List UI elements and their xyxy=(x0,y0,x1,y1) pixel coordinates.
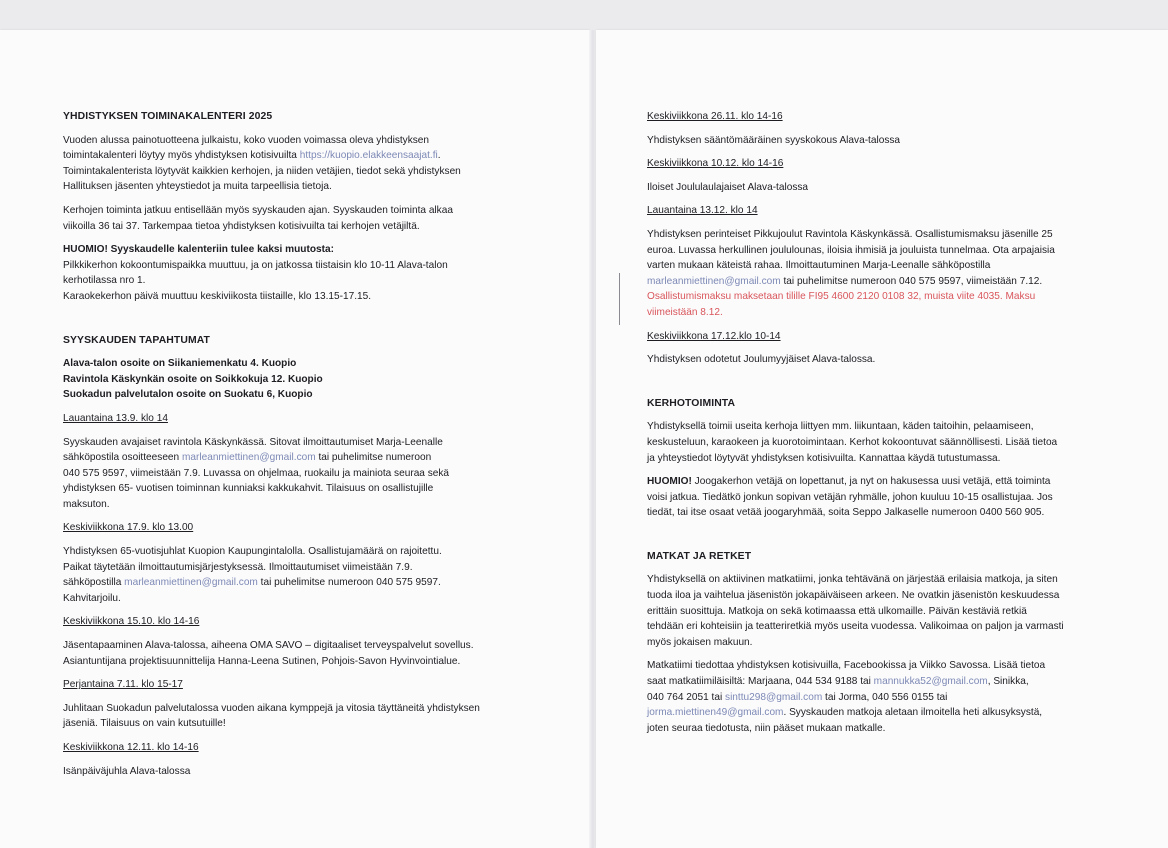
calendar-notice xyxy=(63,242,543,304)
event-line-text: tai puhelimitse numeroon 040 575 9597. xyxy=(257,577,441,589)
trips-heading: MATKAT JA RETKET xyxy=(647,550,752,562)
trips-line: tehdään eri kohteisiin ja teatteriretkiä myös useita vuodessa. Valikoimaa on paljon ja varmasti xyxy=(647,621,1064,633)
clubs-line: keskusteluun, karaokeen ja kuorotoimintaan. Kerhot kokoontuvat säännöllisesti. Lisää tietoa xyxy=(647,436,1058,448)
email-link[interactable]: jorma.miettinen49@gmail.com xyxy=(647,707,784,719)
event-description xyxy=(63,701,543,732)
email-link[interactable]: marleanmiettinen@gmail.com xyxy=(181,452,316,464)
right-column xyxy=(647,109,1117,744)
intro-line: Hallituksen jäsenten yhteystiedot ja muita tarpeellisia tietoja. xyxy=(63,181,332,193)
notice-line: tiedät, tai itse osaat vetää joogaryhmää, soita Seppo Jalkaselle numeroon 0400 560 905. xyxy=(647,507,1045,519)
address-line: Ravintola Käskynkän osoite on Soikkokuja 12. Kuopio xyxy=(63,373,323,385)
contact-text: , Sinikka, xyxy=(987,676,1029,688)
event-line-text: tai puhelimitse numeroon 040 575 9597, viimeistään 7.12. xyxy=(780,275,1043,287)
notice-label: HUOMIO! xyxy=(647,476,692,488)
event-date: Keskiviikkona 26.11. klo 14-16 xyxy=(647,111,783,122)
event-line: 040 575 9597, viimeistään 7.9. Luvassa on ohjelmaa, ruokailu ja mainiota seuraa sekä xyxy=(63,467,450,479)
clubs-text xyxy=(647,419,1117,466)
section-spacer xyxy=(63,313,543,333)
right-page xyxy=(596,30,1168,848)
clubs-line: Kerhojen toiminta jatkuu entisellään myös syyskauden ajan. Syyskauden toiminta alkaa xyxy=(63,204,453,216)
event-line: Jäsentapaaminen Alava-talossa, aiheena OMA SAVO – digitaaliset terveyspalvelut sovellus. xyxy=(63,640,474,652)
notice-line xyxy=(647,474,1117,490)
contact-text: 040 764 2051 tai xyxy=(647,691,726,703)
event-line: varten mukaan käteistä rahaa. Ilmoittautuminen Marja-Leenalle sähköpostilla xyxy=(647,260,991,272)
event-line xyxy=(63,450,543,466)
intro-line: Vuoden alussa painotuotteena julkaistu, koko vuoden voimassa oleva yhdistyksen xyxy=(63,134,430,146)
event-description xyxy=(647,227,1117,321)
event-line: Syyskauden avajaiset ravintola Käskynkässä. Sitovat ilmoittautumiset Marja-Leenalle xyxy=(63,436,443,448)
event-line: yhdistyksen 65- vuotisen toiminnan kunniaksi kakkukahvit. Tilaisuus on osallistujille xyxy=(63,483,434,495)
contact-text: saat matkatiimiläisiltä: Marjaana, 044 534 9188 tai xyxy=(647,676,874,688)
left-column xyxy=(63,109,543,787)
event-line: maksuton. xyxy=(63,498,110,510)
notice-heading: HUOMIO! Syyskaudelle kalenteriin tulee kaksi muutosta: xyxy=(63,244,334,256)
event-description: Iloiset Joululaulajaiset Alava-talossa xyxy=(647,181,809,193)
trips-line: myös jokaisen makuun. xyxy=(647,636,753,648)
event-line xyxy=(63,575,543,591)
event-line: euroa. Luvassa herkullinen joululounas, iloisia ihmisiä ja jouluista tunnelmaa. Ota arpajaisia xyxy=(647,244,1055,256)
event-description xyxy=(63,435,543,513)
event-line: Yhdistyksen 65-vuotisjuhlat Kuopion Kaupungintalolla. Osallistujamäärä on rajoitettu. xyxy=(63,546,442,558)
intro-line-punct: . xyxy=(437,150,441,162)
intro-line-text: toimintakalenteri löytyy myös yhdistyksen kotisivuilta xyxy=(63,150,297,162)
event-date: Keskiviikkona 15.10. klo 14-16 xyxy=(63,616,200,628)
event-description xyxy=(63,638,543,669)
event-line: jäseniä. Tilaisuus on vain kutsutuille! xyxy=(63,718,226,730)
yoga-notice xyxy=(647,474,1117,521)
notice-line: voisi jatkua. Tiedätkö jonkun sopivan vetäjän ryhmälle, johon kuuluu 10-15 osallistujaa. Jos xyxy=(647,491,1053,503)
event-date: Lauantaina 13.12. klo 14 xyxy=(647,205,758,217)
payment-note: Osallistumismaksu maksetaan tilille FI95 4600 2120 0108 32, muista viite 4035. Maksu xyxy=(647,291,1036,303)
address-block xyxy=(63,356,543,403)
trips-line: erittäin suosittuja. Matkoja on sekä kotimaassa että ulkomaille. Päivän kestäviä retkiä xyxy=(647,605,1027,617)
left-page xyxy=(0,30,590,848)
clubs-continue-text xyxy=(63,203,543,234)
event-line-text: sähköpostilla xyxy=(63,577,125,589)
notice-line: Pilkkikerhon kokoontumispaikka muuttuu, ja on jatkossa tiistaisin klo 10-11 Alava-talon xyxy=(63,259,448,271)
event-date: Keskiviikkona 17.9. klo 13.00 xyxy=(63,522,194,534)
email-link[interactable]: marleanmiettinen@gmail.com xyxy=(647,275,781,287)
calendar-intro xyxy=(63,133,543,195)
trips-line: tuoda iloa ja vaihtelua jäsenistön jokapäiväiseen arkeen. Ne ovatkin jäsenistön keskuudessa xyxy=(647,590,1060,602)
clubs-line: viikoilla 36 tai 37. Tarkempaa tietoa yhdistyksen kotisivuilta tai kerhojen vetäjiltä. xyxy=(63,220,420,232)
event-description xyxy=(63,544,543,606)
event-line: Juhlitaan Suokadun palvelutalossa vuoden aikana kymppejä ja vitosia täyttäneitä yhdistyksen xyxy=(63,702,480,714)
notice-line: kerhotilassa nro 1. xyxy=(63,275,146,287)
event-date: Keskiviikkona 10.12. klo 14-16 xyxy=(647,158,784,170)
event-line: Yhdistyksen perinteiset Pikkujoulut Ravintola Käskynkässä. Osallistumismaksu jäsenille 25 xyxy=(647,228,1053,240)
trips-line: Yhdistyksellä on aktiivinen matkatiimi, jonka tehtävänä on järjestää erilaisia matkoja, ja siten xyxy=(647,574,1058,586)
section-spacer xyxy=(647,376,1117,396)
contact-line xyxy=(647,705,1117,721)
trip-team-contacts xyxy=(647,658,1117,736)
clubs-heading: KERHOTOIMINTA xyxy=(647,397,736,409)
website-link[interactable]: https://kuopio.elakkeensaajat.fi xyxy=(299,150,438,162)
event-line-text: tai puhelimitse numeroon xyxy=(315,452,432,464)
email-link[interactable]: mannukka52@gmail.com xyxy=(873,676,988,688)
event-date: Perjantaina 7.11. klo 15-17 xyxy=(63,679,183,691)
contact-line: Matkatiimi tiedottaa yhdistyksen kotisivuilla, Facebookissa ja Viikko Savossa. Lisää tietoa xyxy=(647,660,1046,672)
event-description xyxy=(63,764,543,780)
trips-text xyxy=(647,572,1117,650)
event-line: Kahvitarjoilu. xyxy=(63,592,121,604)
clubs-line: ja yhteystiedot löytyvät yhdistyksen kotisivuilta. Kannattaa käydä tutustumassa. xyxy=(647,452,1001,464)
event-line: Isänpäiväjuhla Alava-talossa xyxy=(63,765,191,777)
event-description: Yhdistyksen sääntömääräinen syyskokous Alava-talossa xyxy=(647,134,901,146)
events-heading: SYYSKAUDEN TAPAHTUMAT xyxy=(63,334,210,346)
contact-line xyxy=(647,674,1117,690)
address-line: Suokadun palvelutalon osoite on Suokatu 6, Kuopio xyxy=(63,389,313,401)
intro-line xyxy=(63,148,543,164)
section-spacer xyxy=(647,529,1117,549)
event-line: Asiantuntijana projektisuunnittelija Hanna-Leena Sutinen, Pohjois-Savon Hyvinvointialue. xyxy=(63,655,461,667)
event-date: Keskiviikkona 12.11. klo 14-16 xyxy=(63,742,199,753)
event-description: Yhdistyksen odotetut Joulumyyjäiset Alava-talossa. xyxy=(647,354,876,366)
margin-marker xyxy=(619,273,620,325)
notice-line: Karaokekerhon päivä muuttuu keskiviikosta tiistaille, klo 13.15-17.15. xyxy=(63,290,372,302)
address-line: Alava-talon osoite on Siikaniemenkatu 4. Kuopio xyxy=(63,358,297,370)
event-date: Lauantaina 13.9. klo 14 xyxy=(63,412,168,424)
email-link[interactable]: marleanmiettinen@gmail.com xyxy=(124,577,258,589)
event-line-text: sähköpostila osoitteeseen xyxy=(63,452,182,464)
notice-text: Joogakerhon vetäjä on lopettanut, ja nyt on hakusessa uusi vetäjä, että toiminta xyxy=(691,476,1051,488)
email-link[interactable]: sinttu298@gmail.com xyxy=(725,691,823,703)
contact-line xyxy=(647,690,1117,706)
clubs-line: Yhdistyksellä toimii useita kerhoja liittyen mm. liikuntaan, käden taitoihin, pelaamiseen, xyxy=(647,421,1034,433)
event-line xyxy=(647,274,1117,290)
payment-note: viimeistään 8.12. xyxy=(647,306,723,318)
intro-line: Toimintakalenterista löytyvät kaikkien kerhojen, ja niiden vetäjien, tiedot sekä yhdistyksen xyxy=(63,165,461,177)
event-line: Paikat täytetään ilmoittautumisjärjestyksessä. Ilmoittautumiset viimeistään 7.9. xyxy=(63,561,413,573)
event-date: Keskiviikkona 17.12.klo 10-14 xyxy=(647,330,781,342)
calendar-heading: YHDISTYKSEN TOIMINAKALENTERI 2025 xyxy=(63,111,273,122)
contact-text: . Syyskauden matkoja aletaan ilmoitella heti alkusyksystä, xyxy=(783,707,1043,719)
contact-text: tai Jorma, 040 556 0155 tai xyxy=(822,691,948,703)
contact-line: joten seuraa tiedotusta, niin pääset mukaan matkalle. xyxy=(647,722,886,734)
